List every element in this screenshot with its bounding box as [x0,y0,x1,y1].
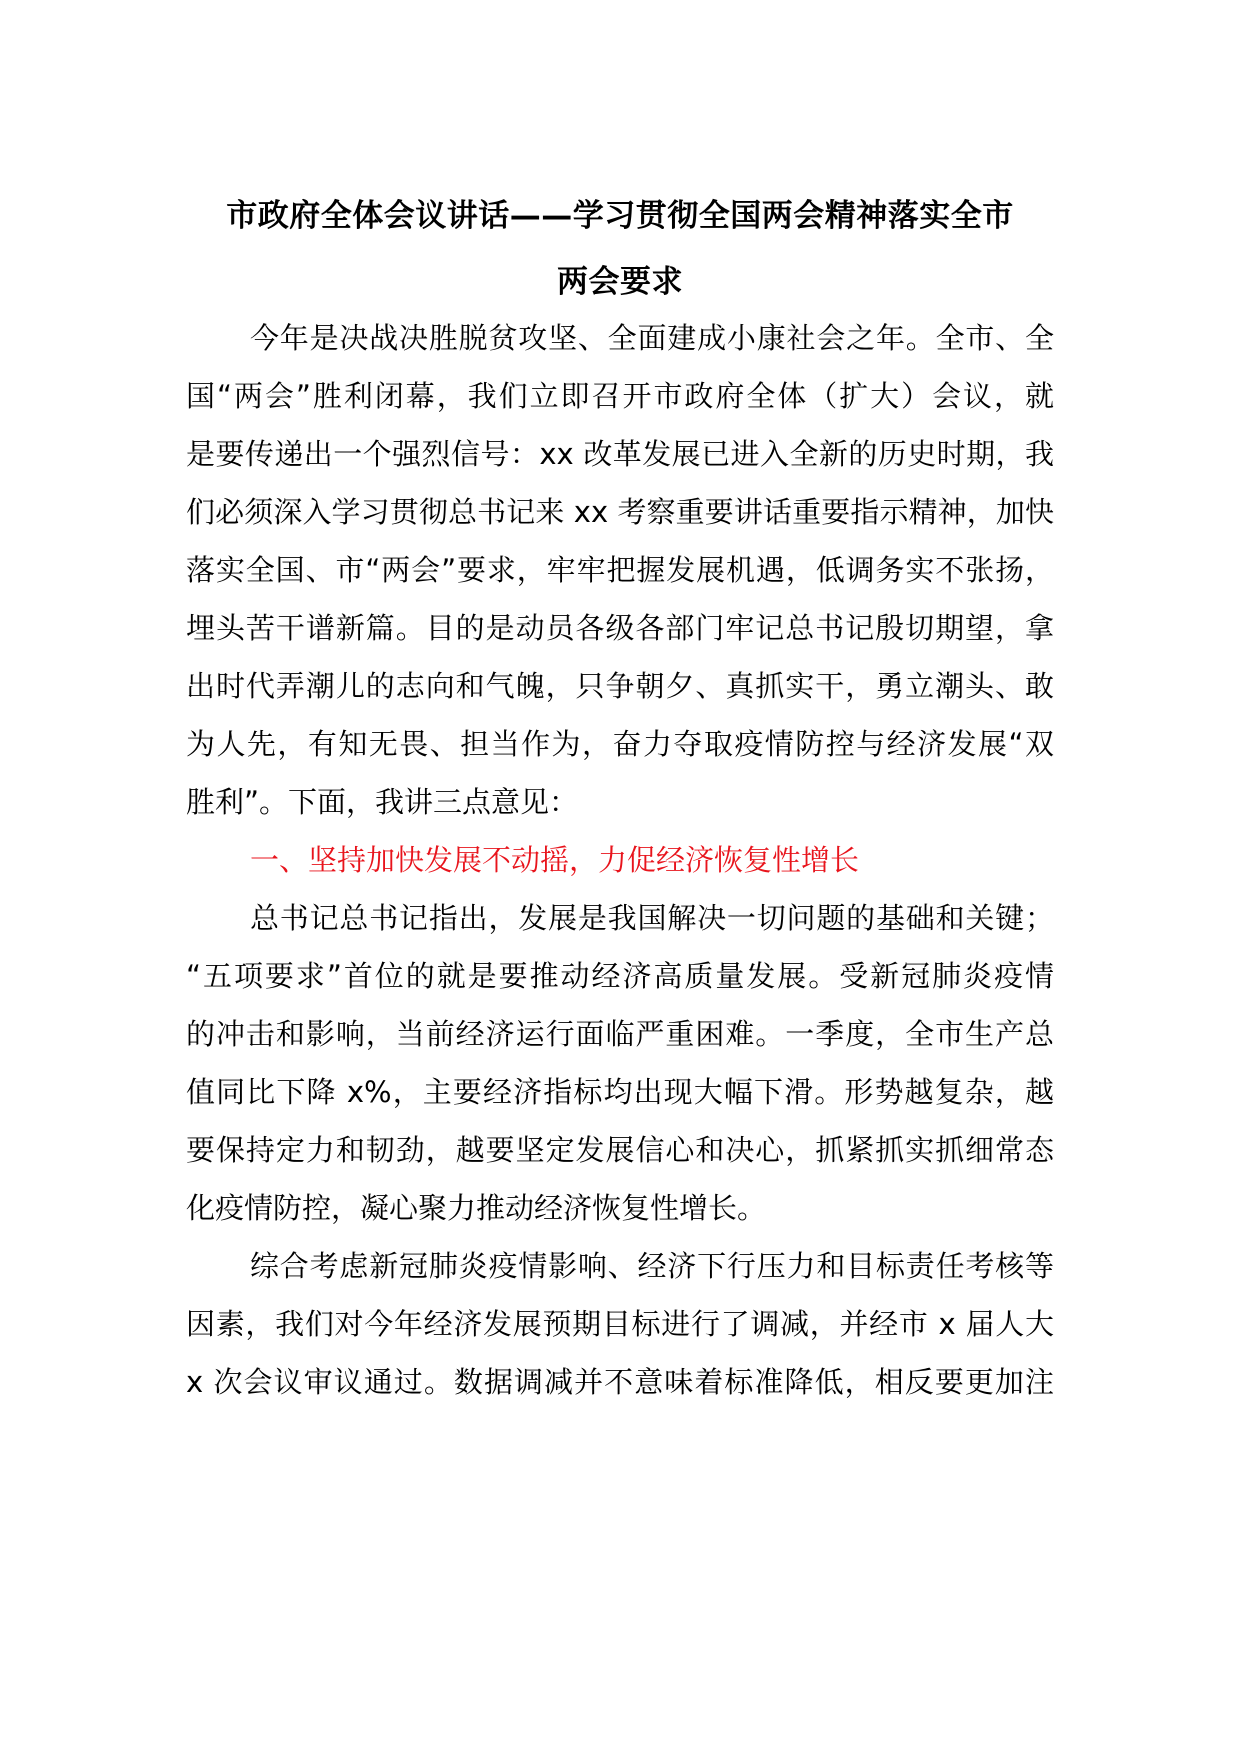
paragraph-2-line: “五项要求”首位的就是要推动经济高质量发展。受新冠肺炎疫情 [186,959,1054,993]
paragraph-3-line: x 次会议审议通过。数据调减并不意味着标准降低，相反要更加注 [186,1365,1054,1399]
paragraph-3-line: 因素，我们对今年经济发展预期目标进行了调减，并经市 x 届人大 [186,1307,1054,1341]
paragraph-1-line: 们必须深入学习贯彻总书记来 xx 考察重要讲话重要指示精神，加快 [186,495,1054,529]
paragraph-2-line: 值同比下降 x%，主要经济指标均出现大幅下滑。形势越复杂，越 [186,1075,1054,1109]
paragraph-1-line: 今年是决战决胜脱贫攻坚、全面建成小康社会之年。全市、全 [250,321,1054,355]
document-title-line-2: 两会要求 [557,264,683,300]
section-1-heading: 一、坚持加快发展不动摇，力促经济恢复性增长 [250,843,860,877]
paragraph-2-line: 的冲击和影响，当前经济运行面临严重困难。一季度，全市生产总 [186,1017,1054,1051]
paragraph-2-line: 要保持定力和韧劲，越要坚定发展信心和决心，抓紧抓实抓细常态 [186,1133,1054,1167]
paragraph-1-line: 胜利”。下面，我讲三点意见： [186,785,579,819]
paragraph-1-line: 是要传递出一个强烈信号：xx 改革发展已进入全新的历史时期，我 [186,437,1054,471]
paragraph-2-line: 总书记总书记指出，发展是我国解决一切问题的基础和关键； [250,901,1054,935]
paragraph-3-line: 综合考虑新冠肺炎疫情影响、经济下行压力和目标责任考核等 [250,1249,1054,1283]
paragraph-2-line: 化疫情防控，凝心聚力推动经济恢复性增长。 [186,1191,767,1225]
paragraph-1-line: 埋头苦干谱新篇。目的是动员各级各部门牢记总书记殷切期望，拿 [186,611,1054,645]
paragraph-1-line: 落实全国、市“两会”要求，牢牢把握发展机遇，低调务实不张扬， [186,553,1054,587]
paragraph-1-line: 为人先，有知无畏、担当作为，奋力夺取疫情防控与经济发展“双 [186,727,1054,761]
document-title-line-1: 市政府全体会议讲话——学习贯彻全国两会精神落实全市 [226,198,1014,234]
paragraph-1-line: 国“两会”胜利闭幕，我们立即召开市政府全体（扩大）会议，就 [186,379,1054,413]
paragraph-1-line: 出时代弄潮儿的志向和气魄，只争朝夕、真抓实干，勇立潮头、敢 [186,669,1054,703]
